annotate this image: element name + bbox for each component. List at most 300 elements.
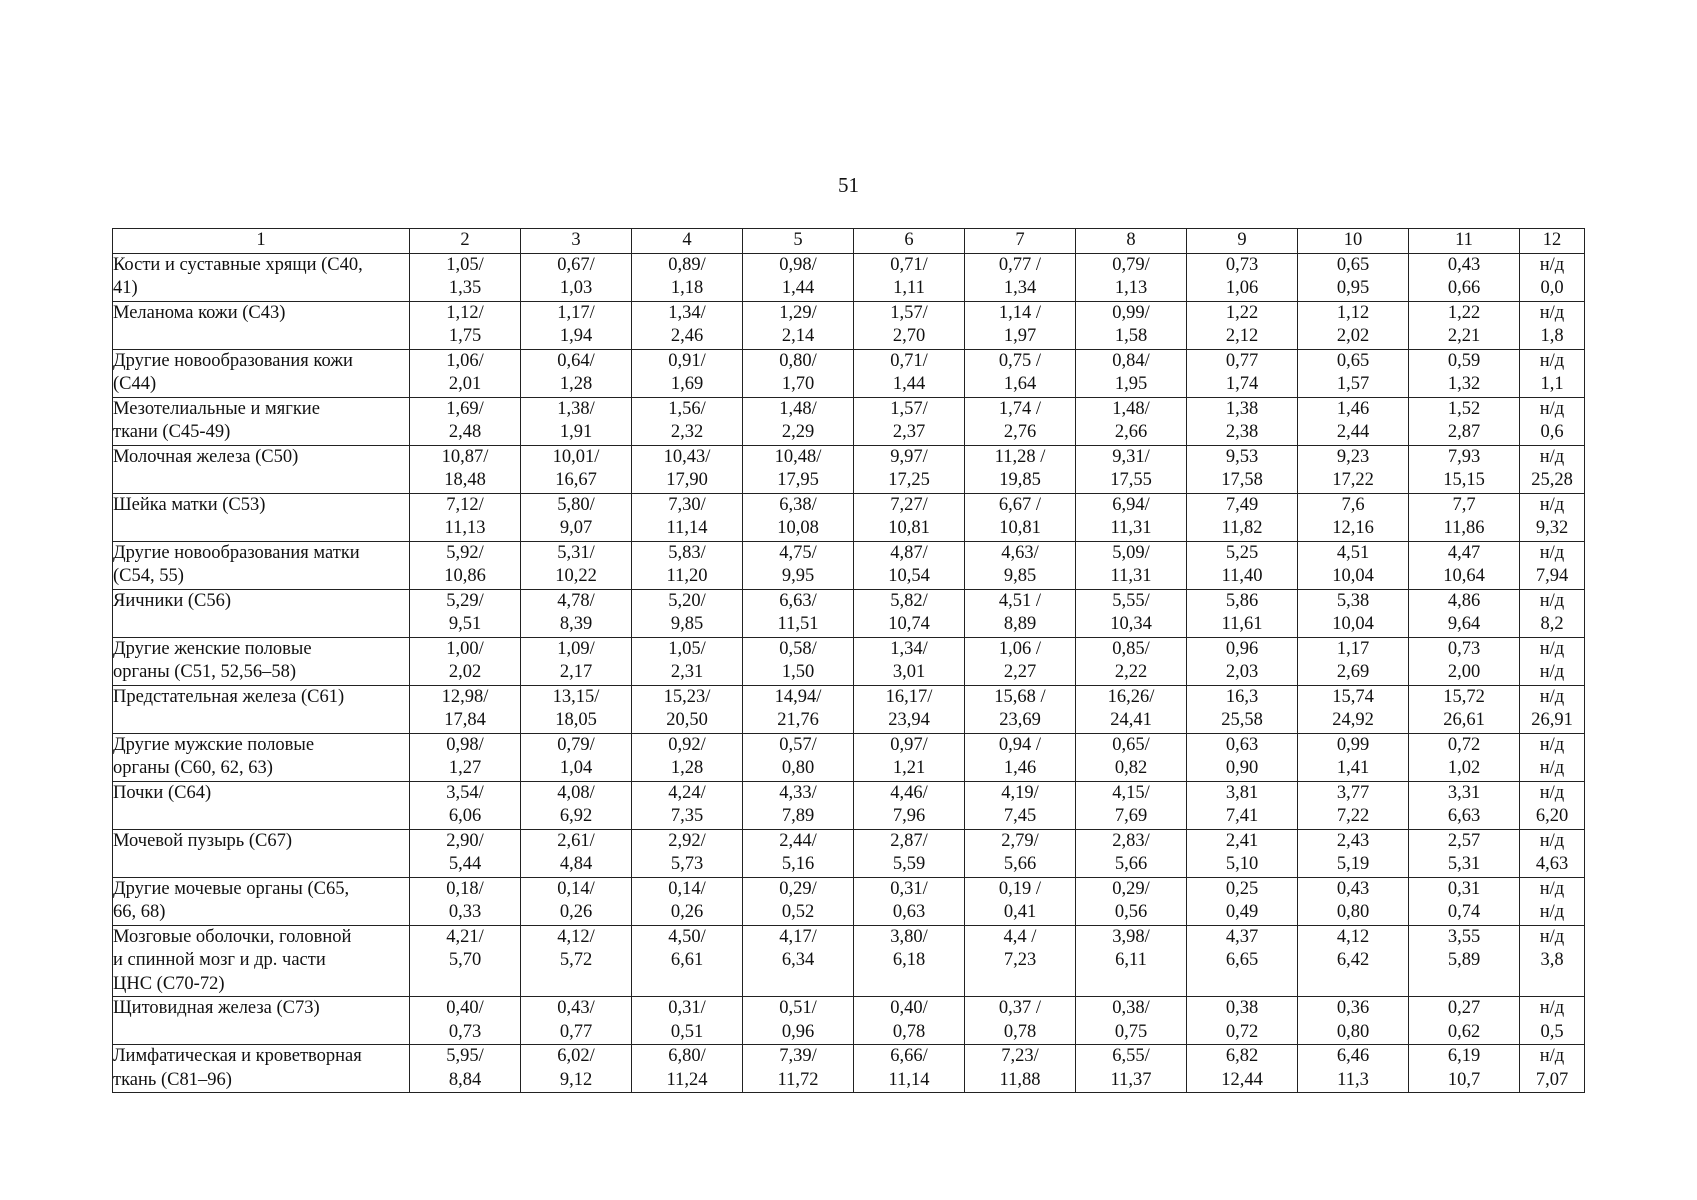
value-top: 5,92/ xyxy=(446,542,484,563)
value-cell xyxy=(1298,589,1409,637)
value-cell xyxy=(854,637,965,685)
value-top: 0,43/ xyxy=(557,998,595,1018)
row-name xyxy=(113,829,410,877)
value-cell xyxy=(854,829,965,877)
value-bottom: 9,32 xyxy=(1535,518,1569,538)
value-cell xyxy=(1520,349,1585,397)
value-top: 2,90/ xyxy=(446,830,484,851)
value-top: 0,73 xyxy=(1225,254,1259,275)
value-cell xyxy=(632,541,743,589)
value-top: 6,66/ xyxy=(890,1046,928,1066)
value-cell xyxy=(1298,877,1409,925)
value-top: 1,09/ xyxy=(557,638,595,659)
value-cell xyxy=(965,349,1076,397)
value-top: 0,94 / xyxy=(998,734,1042,755)
value-cell xyxy=(854,733,965,781)
value-cell xyxy=(410,925,521,997)
value-bottom: 23,69 xyxy=(999,710,1041,730)
value-cell xyxy=(1409,589,1520,637)
table-row xyxy=(113,253,1585,301)
value-bottom: 9,12 xyxy=(559,1069,593,1090)
value-top: 7,6 xyxy=(1341,494,1365,515)
value-cell xyxy=(854,877,965,925)
value-cell xyxy=(1409,781,1520,829)
value-bottom: 0,95 xyxy=(1336,278,1370,298)
value-top: 0,77 / xyxy=(998,254,1042,275)
value-top: 0,71/ xyxy=(890,254,928,275)
value-top: 4,51 / xyxy=(998,590,1042,611)
value-cell xyxy=(521,829,632,877)
value-cell xyxy=(1076,733,1187,781)
value-bottom: 5,19 xyxy=(1336,854,1370,874)
value-bottom: 6,61 xyxy=(670,950,704,970)
value-bottom: 19,85 xyxy=(999,470,1041,490)
value-top: 0,63 xyxy=(1225,734,1259,755)
value-top: 5,38 xyxy=(1336,590,1370,611)
value-cell xyxy=(1187,445,1298,493)
value-top: 2,61/ xyxy=(557,830,595,851)
value-bottom: 12,44 xyxy=(1221,1069,1263,1090)
value-top: 4,15/ xyxy=(1112,782,1150,803)
value-cell xyxy=(1298,685,1409,733)
value-bottom: 9,95 xyxy=(781,566,815,586)
value-bottom: 1,04 xyxy=(559,758,593,778)
value-top: 0,37 / xyxy=(998,998,1042,1018)
value-top: 3,81 xyxy=(1225,782,1259,803)
value-top: 5,55/ xyxy=(1112,590,1150,611)
value-cell xyxy=(854,493,965,541)
value-bottom: 25,28 xyxy=(1531,470,1573,490)
value-bottom: 17,90 xyxy=(666,470,708,490)
value-bottom: 0,96 xyxy=(781,1021,815,1042)
value-top: н/д xyxy=(1539,590,1565,611)
table-row xyxy=(113,349,1585,397)
value-cell xyxy=(1298,397,1409,445)
value-top: 13,15/ xyxy=(552,686,600,707)
row-name-line: органы (С51, 52,56–58) xyxy=(113,662,297,682)
value-cell xyxy=(410,829,521,877)
row-name xyxy=(113,445,410,493)
value-cell xyxy=(1187,541,1298,589)
value-cell xyxy=(521,349,632,397)
row-name-line: Другие новообразования матки xyxy=(113,542,360,563)
value-cell xyxy=(632,301,743,349)
value-bottom: 7,23 xyxy=(1003,950,1037,970)
row-name xyxy=(113,733,410,781)
table-row xyxy=(113,1045,1585,1093)
value-top: н/д xyxy=(1539,686,1565,707)
value-top: н/д xyxy=(1539,254,1565,275)
value-bottom: 11,13 xyxy=(444,518,486,538)
value-top: 16,17/ xyxy=(885,686,933,707)
row-name-line: (С44) xyxy=(113,374,157,394)
value-top: 5,86 xyxy=(1225,590,1259,611)
value-bottom: 17,55 xyxy=(1110,470,1152,490)
value-cell xyxy=(1520,637,1585,685)
value-top: 2,79/ xyxy=(1001,830,1039,851)
value-bottom: 15,15 xyxy=(1443,470,1485,490)
row-name xyxy=(113,301,410,349)
value-top: 2,92/ xyxy=(668,830,706,851)
value-bottom: 0,73 xyxy=(448,1021,482,1042)
value-cell xyxy=(1076,637,1187,685)
value-cell xyxy=(743,397,854,445)
value-top: 0,79/ xyxy=(557,734,595,755)
value-cell xyxy=(1409,829,1520,877)
value-bottom: 2,27 xyxy=(1003,662,1037,682)
value-cell xyxy=(1187,1045,1298,1093)
value-cell xyxy=(854,541,965,589)
value-top: н/д xyxy=(1539,998,1565,1018)
value-bottom: 9,64 xyxy=(1447,614,1481,634)
value-cell xyxy=(1076,781,1187,829)
value-top: 6,82 xyxy=(1225,1046,1259,1066)
value-bottom: 2,69 xyxy=(1336,662,1370,682)
value-bottom: 26,91 xyxy=(1531,710,1573,730)
value-bottom: 10,08 xyxy=(777,518,819,538)
value-cell xyxy=(632,253,743,301)
value-cell xyxy=(410,253,521,301)
value-cell xyxy=(521,541,632,589)
value-cell xyxy=(521,1045,632,1093)
value-top: 0,98/ xyxy=(779,254,817,275)
value-bottom: 2,48 xyxy=(448,422,482,442)
value-bottom: 6,06 xyxy=(448,806,482,826)
value-cell xyxy=(1076,541,1187,589)
row-name xyxy=(113,253,410,301)
value-bottom: 11,86 xyxy=(1443,518,1485,538)
value-bottom: 1,41 xyxy=(1336,758,1370,778)
value-cell xyxy=(965,877,1076,925)
table-row xyxy=(113,589,1585,637)
value-top: 0,18/ xyxy=(446,878,484,899)
value-top: 6,46 xyxy=(1336,1046,1370,1066)
column-header: 10 xyxy=(1298,229,1409,254)
row-name-line: Щитовидная железа (С73) xyxy=(113,998,320,1018)
value-bottom: 1,94 xyxy=(559,326,593,346)
value-bottom: 1,57 xyxy=(1336,374,1370,394)
value-bottom: 5,72 xyxy=(559,950,593,970)
value-cell xyxy=(965,589,1076,637)
value-top: 5,83/ xyxy=(668,542,706,563)
value-cell xyxy=(854,781,965,829)
value-cell xyxy=(743,349,854,397)
value-cell xyxy=(854,685,965,733)
value-top: 7,39/ xyxy=(779,1046,817,1066)
value-cell xyxy=(1187,397,1298,445)
value-top: 14,94/ xyxy=(774,686,822,707)
value-top: 0,67/ xyxy=(557,254,595,275)
value-top: 2,83/ xyxy=(1112,830,1150,851)
value-cell xyxy=(1298,493,1409,541)
value-cell xyxy=(1076,589,1187,637)
table-row xyxy=(113,781,1585,829)
value-cell xyxy=(410,541,521,589)
value-cell xyxy=(521,637,632,685)
value-cell xyxy=(743,637,854,685)
value-bottom: 17,25 xyxy=(888,470,930,490)
value-top: 1,38/ xyxy=(557,398,595,419)
row-name-line: Мозговые оболочки, головной xyxy=(113,926,352,947)
value-top: 4,51 xyxy=(1336,542,1370,563)
value-top: 2,44/ xyxy=(779,830,817,851)
value-bottom: 0,80 xyxy=(1336,902,1370,922)
value-top: н/д xyxy=(1539,638,1565,659)
value-top: 7,12/ xyxy=(446,494,484,515)
row-name-line: Другие новообразования кожи xyxy=(113,350,353,371)
value-top: 0,19 / xyxy=(998,878,1042,899)
value-bottom: 10,34 xyxy=(1110,614,1152,634)
value-bottom: 11,24 xyxy=(666,1069,708,1090)
value-cell xyxy=(521,781,632,829)
value-cell xyxy=(1409,997,1520,1045)
value-top: 7,23/ xyxy=(1001,1046,1039,1066)
value-bottom: 25,58 xyxy=(1221,710,1263,730)
value-cell xyxy=(521,685,632,733)
value-top: 1,05/ xyxy=(668,638,706,659)
value-bottom: 0,52 xyxy=(781,902,815,922)
value-bottom: 10,7 xyxy=(1447,1069,1481,1090)
value-bottom: 1,03 xyxy=(559,278,593,298)
value-top: 0,80/ xyxy=(779,350,817,371)
row-name-line: Предстательная железа (С61) xyxy=(113,686,345,707)
value-cell xyxy=(1520,493,1585,541)
table-row xyxy=(113,397,1585,445)
value-top: 1,34/ xyxy=(668,302,706,323)
value-top: 0,65/ xyxy=(1112,734,1150,755)
value-bottom: 6,34 xyxy=(781,950,815,970)
value-top: 15,23/ xyxy=(663,686,711,707)
value-top: 12,98/ xyxy=(441,686,489,707)
value-bottom: 5,73 xyxy=(670,854,704,874)
value-bottom: 2,01 xyxy=(448,374,482,394)
value-cell xyxy=(1409,685,1520,733)
value-cell xyxy=(854,349,965,397)
row-name xyxy=(113,781,410,829)
row-name-line: Другие мужские половые xyxy=(113,734,315,755)
value-bottom: 0,62 xyxy=(1447,1021,1481,1042)
value-bottom: 11,51 xyxy=(777,614,819,634)
value-top: 5,29/ xyxy=(446,590,484,611)
value-cell xyxy=(1520,253,1585,301)
value-cell xyxy=(965,733,1076,781)
value-top: 0,73 xyxy=(1447,638,1481,659)
value-top: 6,38/ xyxy=(779,494,817,515)
value-top: 1,74 / xyxy=(998,398,1042,419)
value-bottom: 1,46 xyxy=(1003,758,1037,778)
value-bottom: 11,40 xyxy=(1221,566,1263,586)
value-bottom: 0,41 xyxy=(1003,902,1037,922)
value-cell xyxy=(521,997,632,1045)
value-bottom: 9,51 xyxy=(448,614,482,634)
value-cell xyxy=(1520,589,1585,637)
value-top: 0,31/ xyxy=(890,878,928,899)
value-bottom: 1,74 xyxy=(1225,374,1259,394)
value-top: 9,23 xyxy=(1336,446,1370,467)
value-top: 1,06/ xyxy=(446,350,484,371)
value-top: 0,29/ xyxy=(779,878,817,899)
value-bottom: 0,51 xyxy=(670,1021,704,1042)
value-top: 4,63/ xyxy=(1001,542,1039,563)
value-bottom: 6,65 xyxy=(1225,950,1259,970)
value-cell xyxy=(632,997,743,1045)
value-cell xyxy=(1409,349,1520,397)
value-bottom: 1,70 xyxy=(781,374,815,394)
value-top: 0,14/ xyxy=(557,878,595,899)
value-cell xyxy=(743,445,854,493)
column-header: 4 xyxy=(632,229,743,254)
value-bottom: 11,20 xyxy=(666,566,708,586)
value-cell xyxy=(1187,781,1298,829)
value-cell xyxy=(1298,301,1409,349)
value-bottom: 10,81 xyxy=(888,518,930,538)
value-top: 4,12 xyxy=(1336,926,1370,947)
value-cell xyxy=(1187,877,1298,925)
value-cell xyxy=(1076,397,1187,445)
value-top: 15,68 / xyxy=(994,686,1046,707)
column-header: 5 xyxy=(743,229,854,254)
value-bottom: 1,44 xyxy=(781,278,815,298)
value-bottom: 5,59 xyxy=(892,854,926,874)
value-cell xyxy=(1298,253,1409,301)
value-cell xyxy=(410,397,521,445)
value-cell xyxy=(1076,1045,1187,1093)
value-top: 4,33/ xyxy=(779,782,817,803)
table-row xyxy=(113,637,1585,685)
value-top: 9,97/ xyxy=(890,446,928,467)
value-cell xyxy=(965,397,1076,445)
value-top: 3,77 xyxy=(1336,782,1370,803)
value-top: 0,91/ xyxy=(668,350,706,371)
value-cell xyxy=(1076,301,1187,349)
value-bottom: 2,46 xyxy=(670,326,704,346)
value-cell xyxy=(632,493,743,541)
value-top: 4,4 / xyxy=(1003,926,1037,947)
value-top: 4,37 xyxy=(1225,926,1259,947)
value-bottom: 1,8 xyxy=(1540,326,1564,346)
value-cell xyxy=(1298,997,1409,1045)
value-bottom: 0,80 xyxy=(781,758,815,778)
value-top: 6,19 xyxy=(1447,1046,1481,1066)
value-top: 1,29/ xyxy=(779,302,817,323)
value-top: 0,31/ xyxy=(668,998,706,1018)
value-bottom: 1,50 xyxy=(781,662,815,682)
column-header: 11 xyxy=(1409,229,1520,254)
row-name-line: Молочная железа (С50) xyxy=(113,446,299,467)
value-cell xyxy=(1187,925,1298,997)
value-bottom: 1,44 xyxy=(892,374,926,394)
row-name-line: ткани (С45-49) xyxy=(113,422,231,442)
value-top: 0,79/ xyxy=(1112,254,1150,275)
value-bottom: 0,77 xyxy=(559,1021,593,1042)
value-top: 0,27 xyxy=(1447,998,1481,1018)
value-top: 0,96 xyxy=(1225,638,1259,659)
value-top: 0,59 xyxy=(1447,350,1481,371)
value-top: 0,99 xyxy=(1336,734,1370,755)
value-cell xyxy=(854,301,965,349)
value-bottom: 2,02 xyxy=(448,662,482,682)
value-cell xyxy=(410,877,521,925)
value-cell xyxy=(854,1045,965,1093)
value-top: 5,20/ xyxy=(668,590,706,611)
value-bottom: 6,42 xyxy=(1336,950,1370,970)
value-top: 1,57/ xyxy=(890,302,928,323)
row-name xyxy=(113,397,410,445)
value-bottom: 7,45 xyxy=(1003,806,1037,826)
row-name-line: Другие мочевые органы (С65, xyxy=(113,878,350,899)
value-cell xyxy=(410,493,521,541)
value-bottom: 1,58 xyxy=(1114,326,1148,346)
row-name-line: Шейка матки (С53) xyxy=(113,494,266,515)
value-top: 4,24/ xyxy=(668,782,706,803)
value-bottom: 1,02 xyxy=(1447,758,1481,778)
value-cell xyxy=(1409,493,1520,541)
value-cell xyxy=(410,733,521,781)
row-name-line: ЦНС (С70-72) xyxy=(113,973,225,994)
value-cell xyxy=(1520,685,1585,733)
value-cell xyxy=(1076,493,1187,541)
value-top: 0,25 xyxy=(1225,878,1259,899)
value-cell xyxy=(743,1045,854,1093)
value-bottom: 7,07 xyxy=(1535,1069,1569,1090)
row-name xyxy=(113,589,410,637)
value-cell xyxy=(1520,397,1585,445)
column-header: 2 xyxy=(410,229,521,254)
value-cell xyxy=(1409,877,1520,925)
value-bottom: 3,8 xyxy=(1540,950,1564,970)
table-row xyxy=(113,493,1585,541)
value-top: н/д xyxy=(1539,446,1565,467)
value-bottom: 0,26 xyxy=(559,902,593,922)
value-bottom: 3,01 xyxy=(892,662,926,682)
value-bottom: 7,96 xyxy=(892,806,926,826)
value-bottom: 9,07 xyxy=(559,518,593,538)
value-bottom: 2,44 xyxy=(1336,422,1370,442)
value-bottom: 2,14 xyxy=(781,326,815,346)
value-cell xyxy=(1187,997,1298,1045)
value-top: 10,43/ xyxy=(663,446,711,467)
value-cell xyxy=(410,637,521,685)
value-bottom: 1,97 xyxy=(1003,326,1037,346)
value-top: 0,99/ xyxy=(1112,302,1150,323)
row-name xyxy=(113,349,410,397)
value-top: 7,27/ xyxy=(890,494,928,515)
value-cell xyxy=(1187,493,1298,541)
value-top: 4,50/ xyxy=(668,926,706,947)
value-bottom: 26,61 xyxy=(1443,710,1485,730)
value-cell xyxy=(1076,445,1187,493)
value-top: 1,34/ xyxy=(890,638,928,659)
value-bottom: 6,20 xyxy=(1535,806,1569,826)
value-cell xyxy=(1076,349,1187,397)
column-header: 12 xyxy=(1520,229,1585,254)
value-bottom: 2,70 xyxy=(892,326,926,346)
table-row xyxy=(113,445,1585,493)
value-bottom: 10,74 xyxy=(888,614,930,634)
row-name-line: 41) xyxy=(113,278,138,298)
value-cell xyxy=(1298,445,1409,493)
value-cell xyxy=(854,589,965,637)
value-top: 0,75 / xyxy=(998,350,1042,371)
value-cell xyxy=(632,1045,743,1093)
row-name xyxy=(113,1045,410,1093)
value-top: 9,31/ xyxy=(1112,446,1150,467)
row-name-line: Почки (С64) xyxy=(113,782,212,803)
value-cell xyxy=(965,781,1076,829)
value-cell xyxy=(1520,925,1585,997)
value-bottom: 6,11 xyxy=(1115,950,1147,970)
value-bottom: 1,1 xyxy=(1540,374,1564,394)
